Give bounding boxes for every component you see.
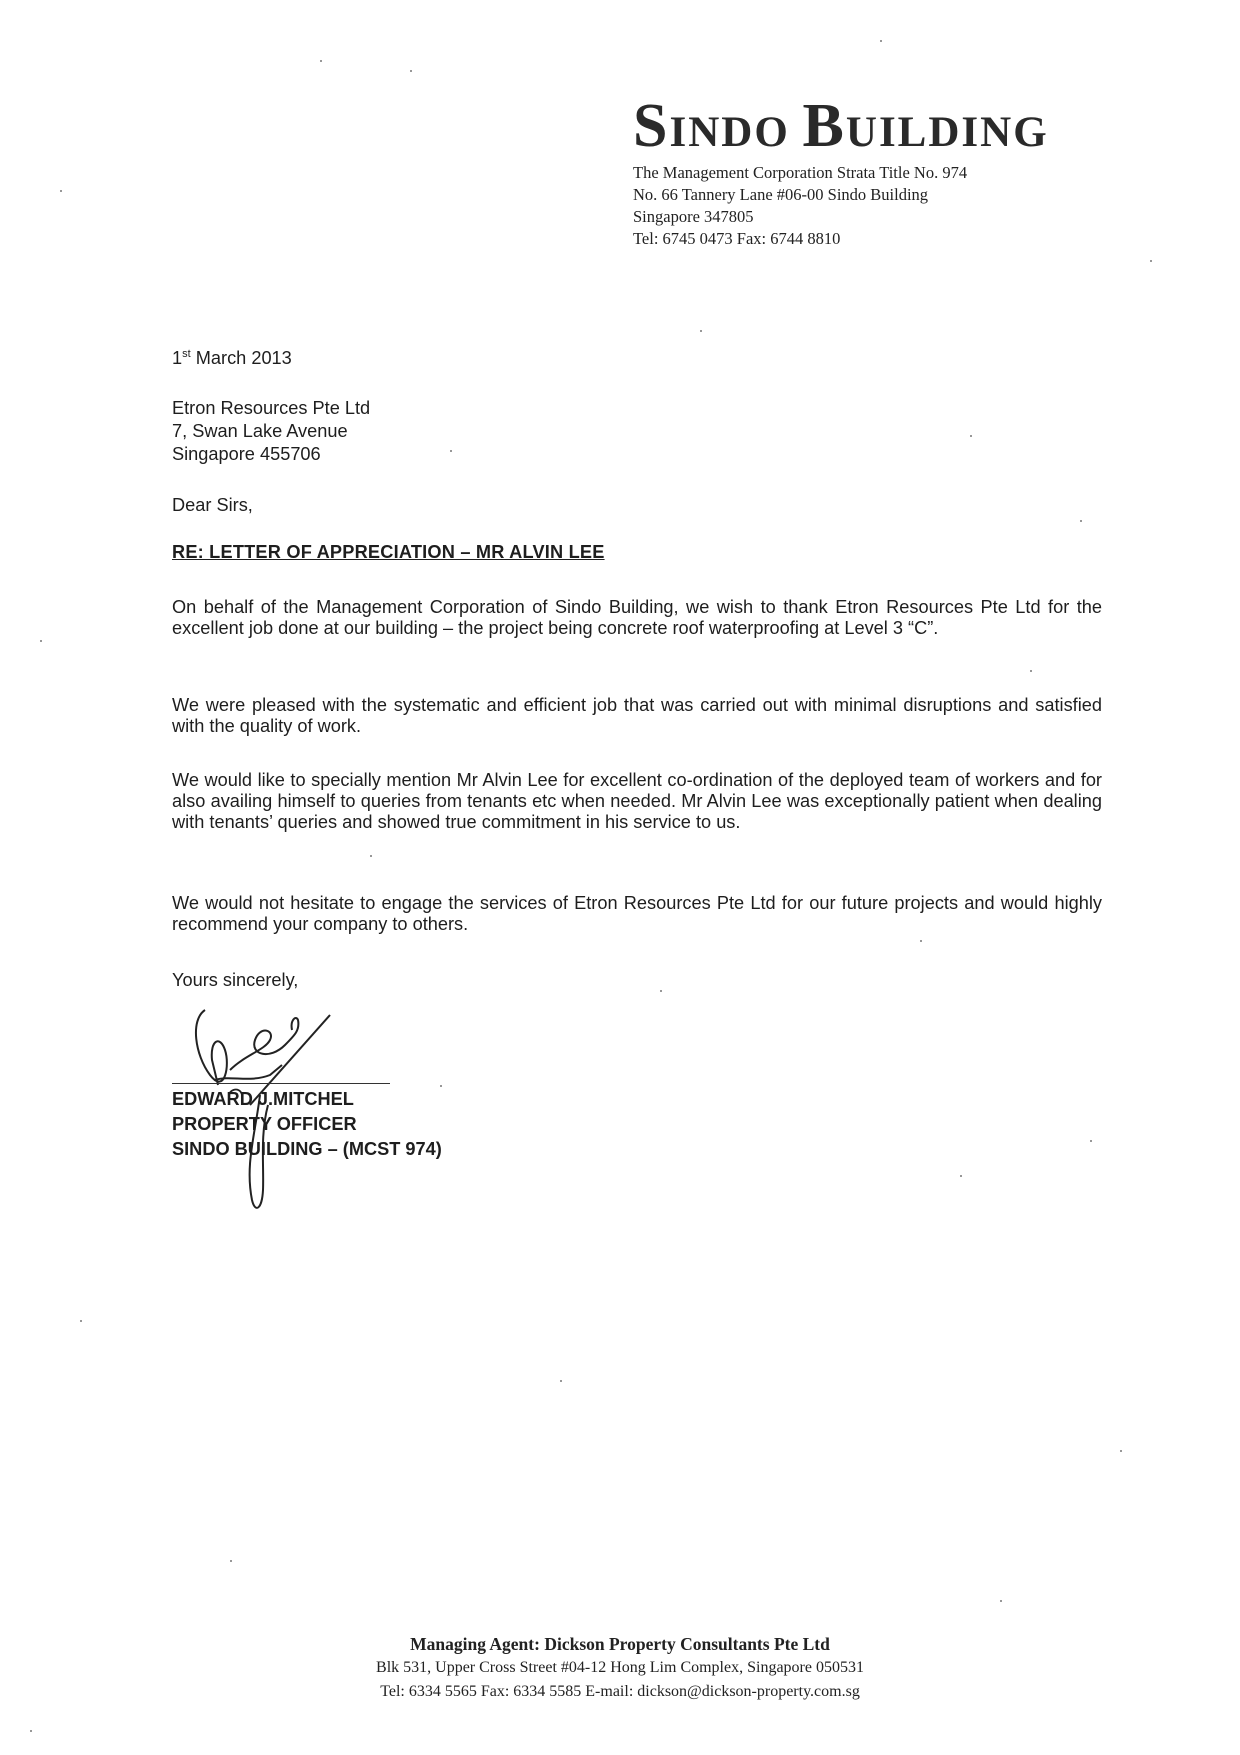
- date-suffix: st: [182, 348, 191, 360]
- date-day: 1: [172, 348, 183, 369]
- body-paragraph: On behalf of the Management Corporation of Sindo Building, we wish to thank Etron Resources Pte Ltd for the excellent job done at our building – the project being concrete roof waterproofing at Level 3 “C”.: [172, 597, 1102, 638]
- logo-initial-s: S: [633, 92, 670, 160]
- agent-contact: Tel: 6334 5565 Fax: 6334 5585 E-mail: dickson@dickson-property.com.sg: [380, 1683, 860, 1700]
- closing: Yours sincerely,: [172, 970, 299, 990]
- address-line: No. 66 Tannery Lane #06-00 Sindo Building: [633, 185, 929, 204]
- postal-line: Singapore 347805: [633, 207, 754, 226]
- recipient-city: Singapore 455706: [172, 444, 321, 464]
- recipient-company: Etron Resources Pte Ltd: [172, 398, 371, 418]
- logo-text-uilding: UILDING: [845, 109, 1049, 156]
- letterhead-details: [633, 162, 1193, 250]
- body-paragraph: We were pleased with the systematic and efficient job that was carried out with minimal disruptions and satisfied with the quality of work.: [172, 695, 1102, 736]
- signer-organization: SINDO BUILDING – (MCST 974): [172, 1139, 442, 1159]
- signer-block: [172, 1087, 442, 1162]
- signature-line: [172, 1083, 390, 1084]
- mcst-line: The Management Corporation Strata Title No. 974: [633, 163, 968, 182]
- salutation: Dear Sirs,: [172, 495, 253, 515]
- body-paragraph: We would not hesitate to engage the services of Etron Resources Pte Ltd for our future projects and would highly recommend your company to others.: [172, 893, 1102, 934]
- managing-agent: Managing Agent: Dickson Property Consultants Pte Ltd: [410, 1634, 830, 1654]
- date-month-year: March 2013: [190, 348, 292, 369]
- letter-footer: [0, 1632, 1240, 1704]
- recipient-street: 7, Swan Lake Avenue: [172, 421, 348, 441]
- subject-line: RE: LETTER OF APPRECIATION – MR ALVIN LEE: [172, 542, 605, 562]
- body-paragraph: We would like to specially mention Mr Alvin Lee for excellent co-ordination of the deployed team of workers and for also availing himself to queries from tenants etc when needed. Mr Alvin Lee was exceptionally patient when dealing with tenants’ queries and showed true commitment in his service to us.: [172, 770, 1102, 832]
- letter-date: [172, 348, 292, 369]
- logo-text-indo: INDO: [669, 109, 803, 156]
- logo-initial-b: B: [802, 92, 846, 160]
- phone-fax-line: Tel: 6745 0473 Fax: 6744 8810: [633, 229, 841, 248]
- agent-address: Blk 531, Upper Cross Street #04-12 Hong Lim Complex, Singapore 050531: [376, 1659, 864, 1676]
- building-logo: [633, 92, 1193, 160]
- signer-title: PROPERTY OFFICER: [172, 1114, 357, 1134]
- letterhead: [633, 92, 1193, 250]
- signer-name: EDWARD J.MITCHEL: [172, 1089, 354, 1109]
- recipient-address: [172, 397, 370, 466]
